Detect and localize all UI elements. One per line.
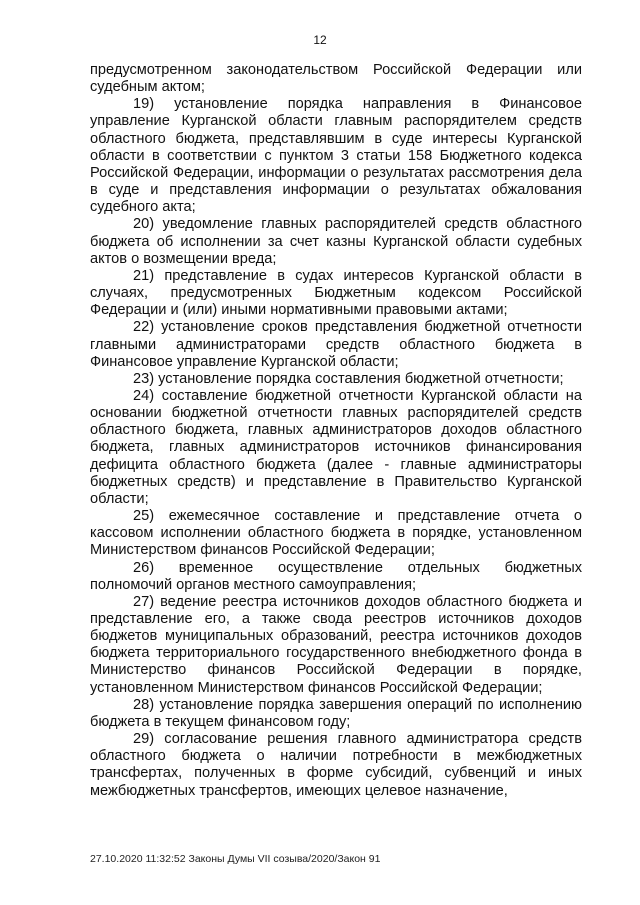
page-number: 12 <box>313 33 327 47</box>
paragraph-item-28: 28) установление порядка завершения операций по исполнению бюджета в текущем финансовом году; <box>90 696 582 730</box>
paragraph-item-19: 19) установление порядка направления в Финансовое управление Курганской области главным распорядителем средств областного бюджета, представлявшим в суде интересы Курганской области в соответствии с пунктом 3 статьи 158 Бюджетного кодекса Российской Федерации, информации о результатах рассмотрения дела в суде и представления информации о результатах обжалования судебного акта; <box>90 96 582 216</box>
paragraph-item-21: 21) представление в судах интересов Курганской области в случаях, предусмотренных Бюджетным кодексом Российской Федерации и (или) иными нормативными правовыми актами; <box>90 267 582 319</box>
paragraph-item-27: 27) ведение реестра источников доходов областного бюджета и представление его, а также свода реестров источников доходов бюджетов муниципальных образований, реестра источников доходов бюджета территориального государственного внебюджетного фонда в Министерство финансов Российской Федерации в порядке, установленном Министерством финансов Российской Федерации; <box>90 593 582 696</box>
document-footer: 27.10.2020 11:32:52 Законы Думы VII созыва/2020/Закон 91 <box>90 853 381 865</box>
paragraph-continuation: предусмотренном законодательством Российской Федерации или судебным актом; <box>90 62 582 96</box>
document-body <box>90 62 582 800</box>
paragraph-item-26: 26) временное осуществление отдельных бюджетных полномочий органов местного самоуправления; <box>90 559 582 593</box>
paragraph-item-24: 24) составление бюджетной отчетности Курганской области на основании бюджетной отчетности главных распорядителей средств областного бюджета, главных администраторов доходов областного бюджета, главных администраторов источников финансирования дефицита областного бюджета (далее - главные администраторы бюджетных средств) и представление в Правительство Курганской области; <box>90 387 582 507</box>
paragraph-item-25: 25) ежемесячное составление и представление отчета о кассовом исполнении областного бюджета в порядке, установленном Министерством финансов Российской Федерации; <box>90 508 582 559</box>
paragraph-item-20: 20) уведомление главных распорядителей средств областного бюджета об исполнении за счет казны Курганской области судебных актов о возмещении вреда; <box>90 216 582 267</box>
paragraph-item-23: 23) установление порядка составления бюджетной отчетности; <box>133 370 564 387</box>
paragraph-item-29: 29) согласование решения главного администратора средств областного бюджета о наличии потребности в межбюджетных трансфертах, полученных в форме субсидий, субвенций и иных межбюджетных трансфертов, имеющих целевое назначение, <box>90 731 582 799</box>
paragraph-item-22: 22) установление сроков представления бюджетной отчетности главными администраторами средств областного бюджета в Финансовое управление Курганской области; <box>90 319 582 370</box>
